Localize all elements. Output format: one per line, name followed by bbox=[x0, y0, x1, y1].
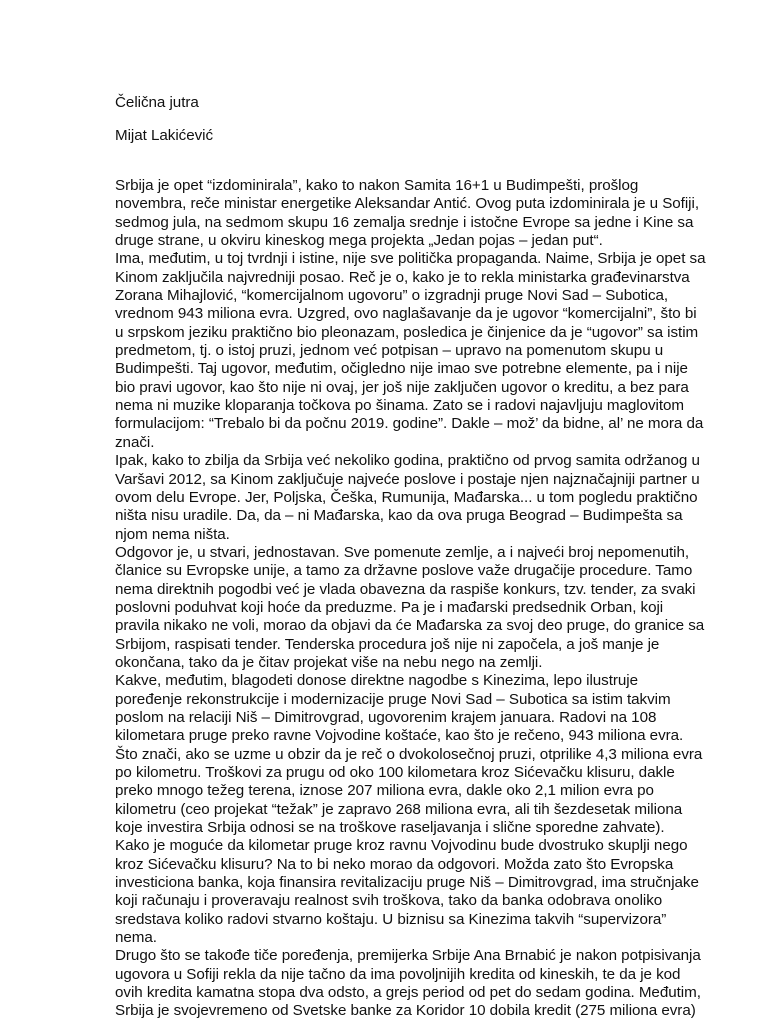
body-line: koje investira Srbija odnosi se na troškove raseljavanja i slične sporedne zahvate). bbox=[115, 819, 665, 837]
body-line: Srbija je svojevremeno od Svetske banke za Koridor 10 dobila kredit (275 miliona evra) bbox=[115, 1002, 696, 1020]
body-line: poslom na relaciji Niš – Dimitrovgrad, ugovorenim krajem januara. Radovi na 108 bbox=[115, 708, 657, 726]
body-line: vrednom 943 miliona evra. Uzgred, ovo naglašavanje da je ugovor “komercijalni”, što bi bbox=[115, 305, 697, 323]
body-line: po kilometru. Troškovi za prugu od oko 100 kilometara kroz Sićevačku klisuru, dakle bbox=[115, 764, 675, 781]
body-line: Ima, međutim, u toj tvrdnji i istine, nije sve politička propaganda. Naime, Srbija je opet sa bbox=[115, 250, 706, 268]
body-line: novembra, reče ministar energetike Aleksandar Antić. Ovog puta izdominirala je u Sofiji, bbox=[115, 195, 699, 213]
body-line: predmetom, tj. o istoj pruzi, jednom već potpisan – upravo na pomenutom skupu u bbox=[115, 342, 664, 360]
document-author: Mijat Lakićević bbox=[115, 127, 213, 144]
body-line: pravila nikako ne voli, morao da objavi da će Mađarska za svoj deo pruge, do granice sa bbox=[115, 617, 705, 635]
body-line: okončana, tako da je čitav projekat više na nebu nego na zemlji. bbox=[115, 653, 543, 671]
body-line: znači. bbox=[115, 433, 155, 451]
body-line: preko mnogo težeg terena, iznose 207 miliona evra, dakle oko 2,1 milion evra po bbox=[115, 782, 654, 800]
body-line: poređenje rekonstrukcije i modernizacije pruge Novi Sad – Subotica sa istim takvim bbox=[115, 690, 671, 708]
body-line: kroz Sićevačku klisuru? Na to bi neko morao da odgovori. Možda zato što Evropska bbox=[115, 855, 674, 873]
body-line: formulacijom: “Trebalo bi da počnu 2019. godine”. Dakle – mož’ da bidne, al’ ne mora da bbox=[115, 415, 704, 433]
body-line: u srpskom jeziku praktično bio pleonazam, posledica je činjenice da je “ugovor” sa istim bbox=[115, 323, 699, 341]
body-line: ugovora u Sofiji rekla da nije tačno da ima povoljnijih kredita od kineskih, te da je kod bbox=[115, 965, 681, 983]
body-line: ovom delu Evrope. Jer, Poljska, Češka, Rumunija, Mađarska... u tom pogledu praktično bbox=[115, 488, 698, 506]
body-line: Zorana Mihajlović, “komercijalnom ugovoru” o izgradnji pruge Novi Sad – Subotica, bbox=[115, 287, 669, 305]
body-line: njom nema ništa. bbox=[115, 525, 230, 543]
body-line: Srbijom, raspisati tender. Tenderska procedura još nije ni započela, a još manje je bbox=[115, 635, 660, 653]
body-line: poslovni poduhvat koji hoće da preduzme. Pa je i mađarski predsednik Orban, koji bbox=[115, 598, 664, 616]
body-line: investiciona banka, koja finansira revitalizaciju pruge Niš – Dimitrovgrad, ima stručnjake bbox=[115, 874, 699, 892]
body-line: Odgovor je, u stvari, jednostavan. Sve pomenute zemlje, a i najveći broj nepomenutih, bbox=[115, 543, 690, 561]
article-body bbox=[115, 177, 705, 1021]
body-line: Kinom zaključila najvredniji posao. Reč je o, kako je to rekla ministarka građevinarstva bbox=[115, 268, 690, 286]
body-line: koji računaju i proveravaju realnost svih troškova, tako da banka odobrava onoliko bbox=[115, 892, 663, 910]
body-line: Što znači, ako se uzme u obzir da je reč o dvokolosečnoj pruzi, otprilike 4,3 miliona evra bbox=[115, 745, 703, 763]
body-line: sredstava koliko radovi stvarno koštaju. U biznisu sa Kinezima takvih “supervizora” bbox=[115, 910, 667, 928]
body-line: Kakve, međutim, blagodeti donose direktne nagodbe s Kinezima, lepo ilustruje bbox=[115, 672, 639, 690]
body-line: kilometru (ceo projekat “težak” je zapravo 268 miliona evra, ali tih šezdesetak miliona bbox=[115, 800, 683, 818]
body-line: Srbija je opet “izdominirala”, kako to nakon Samita 16+1 u Budimpešti, prošlog bbox=[115, 177, 639, 194]
body-line: Kako je moguće da kilometar pruge kroz ravnu Vojvodinu bude dvostruko skuplji nego bbox=[115, 837, 688, 855]
body-line: Ipak, kako to zbilja da Srbija već nekoliko godina, praktično od prvog samita održanog u bbox=[115, 452, 700, 470]
body-line: ovih kredita kamatna stopa dva odsto, a grejs period od pet do sedam godina. Međutim, bbox=[115, 984, 701, 1002]
body-line: članice su Evropske unije, a tamo za državne poslove važe drugačije procedure. Tamo bbox=[115, 562, 693, 580]
body-line: nema ni muzike kloparanja točkova po šinama. Zato se i radovi najavljuju maglovitom bbox=[115, 397, 685, 415]
body-line: druge strane, u okviru kineskog mega projekta „Jedan pojas – jedan put“. bbox=[115, 232, 603, 250]
body-line: sedmog jula, na sedmom skupu 16 zemalja srednje i istočne Evrope sa jedne i Kine sa bbox=[115, 213, 694, 231]
body-line: Varšavi 2012, sa Kinom zaključuje najveće poslove i postaje njen najznačajniji partner u bbox=[115, 470, 700, 488]
body-line: nema. bbox=[115, 929, 157, 947]
body-line: ništa nisu uradile. Da, da – ni Mađarska, kao da ova pruga Beograd – Budimpešta sa bbox=[115, 507, 683, 525]
body-line: Budimpešti. Taj ugovor, međutim, očigledno nije imao sve potrebne elemente, pa i nije bbox=[115, 360, 688, 378]
document-title: Čelična jutra bbox=[115, 94, 199, 111]
body-line: bio pravi ugovor, kao što nije ni ovaj, jer još nije zaključen ugovor o kreditu, a bez para bbox=[115, 378, 689, 396]
body-line: kilometara pruge preko ravne Vojvodine koštaće, kao što je rečeno, 943 miliona evra. bbox=[115, 727, 684, 745]
body-line: Drugo što se takođe tiče poređenja, premijerka Srbije Ana Brnabić je nakon potpisivanja bbox=[115, 947, 701, 965]
body-line: nema direktnih pogodbi već je vlada obavezna da raspiše konkurs, tzv. tender, za svaki bbox=[115, 580, 696, 598]
